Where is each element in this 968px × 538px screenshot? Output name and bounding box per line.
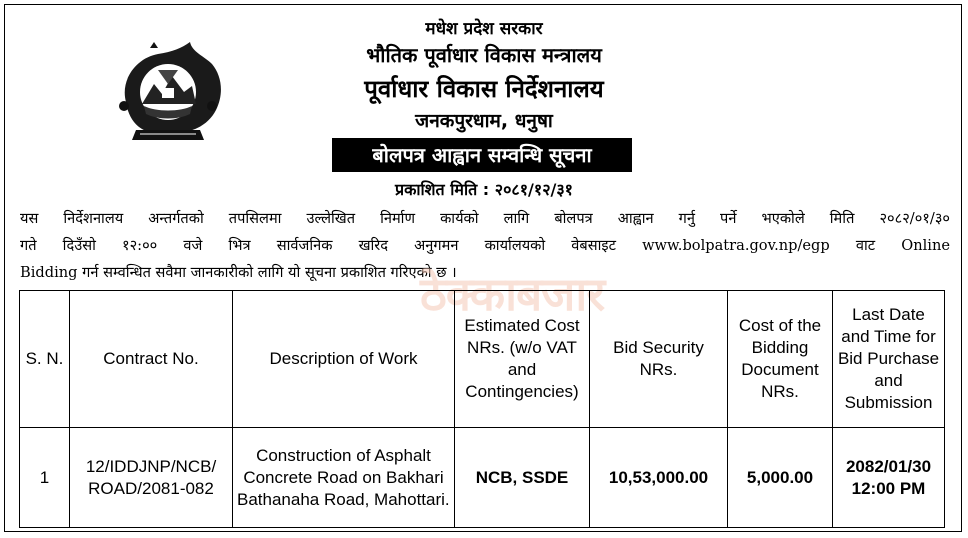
cell-bid-security: 10,53,000.00 bbox=[590, 428, 728, 528]
col-header-sn: S. N. bbox=[20, 291, 70, 428]
tender-table bbox=[19, 290, 945, 528]
last-date-value: 2082/01/30 bbox=[845, 456, 932, 476]
header-province: मधेश प्रदेश सरकार bbox=[425, 19, 543, 39]
paragraph-line: गते दिउँसो १२:०० वजे भित्र सार्वजनिक खरिद अनुगमन कार्यालयको वेबसाइट www.bolpatra.gov.np/egp वाट Online bbox=[20, 237, 950, 254]
cell-last-date bbox=[833, 428, 945, 528]
col-header-bid-security: Bid Security NRs. bbox=[590, 291, 728, 428]
watermark: ठेक्काबजार bbox=[420, 267, 605, 321]
col-header-last-date: Last Date and Time for Bid Purchase and Submission bbox=[833, 291, 945, 428]
header-location: जनकपुरधाम, धनुषा bbox=[415, 110, 553, 132]
header-ministry: भौतिक पूर्वाधार विकास मन्त्रालय bbox=[366, 43, 602, 67]
col-header-contract-no: Contract No. bbox=[70, 291, 233, 428]
cell-sn: 1 bbox=[20, 428, 70, 528]
published-date: प्रकाशित मिति : २०८१/१२/३१ bbox=[394, 180, 573, 199]
cell-contract-no: 12/IDDJNP/NCB/ ROAD/2081-082 bbox=[70, 428, 233, 528]
col-header-description: Description of Work bbox=[233, 291, 455, 428]
paragraph-line: Bidding गर्न सम्वन्धित सवैमा जानकारीको लागि यो सूचना प्रकाशित गरिएको छ । bbox=[20, 264, 457, 281]
last-time-value: 12:00 PM bbox=[851, 478, 926, 498]
notice-title: बोलपत्र आह्वान सम्वन्धि सूचना bbox=[332, 138, 632, 172]
cell-description: Construction of Asphalt Concrete Road on Bakhari Bathanaha Road, Mahottari. bbox=[233, 428, 455, 528]
header-directorate: पूर्वाधार विकास निर्देशनालय bbox=[364, 75, 604, 103]
table-header-row bbox=[20, 291, 945, 428]
paragraph-line: यस निर्देशनालय अन्तर्गतको तपसिलमा उल्लेखित निर्माण कार्यको लागि बोलपत्र आह्वान गर्नु पर्ने भएकोले मिति २०८२/०१/३० bbox=[20, 210, 950, 227]
cell-document-cost: 5,000.00 bbox=[728, 428, 833, 528]
cell-estimated-cost: NCB, SSDE bbox=[455, 428, 590, 528]
col-header-document-cost: Cost of the Bidding Document NRs. bbox=[728, 291, 833, 428]
col-header-estimated-cost: Estimated Cost NRs. (w/o VAT and Contingencies) bbox=[455, 291, 590, 428]
table-row bbox=[20, 428, 945, 528]
